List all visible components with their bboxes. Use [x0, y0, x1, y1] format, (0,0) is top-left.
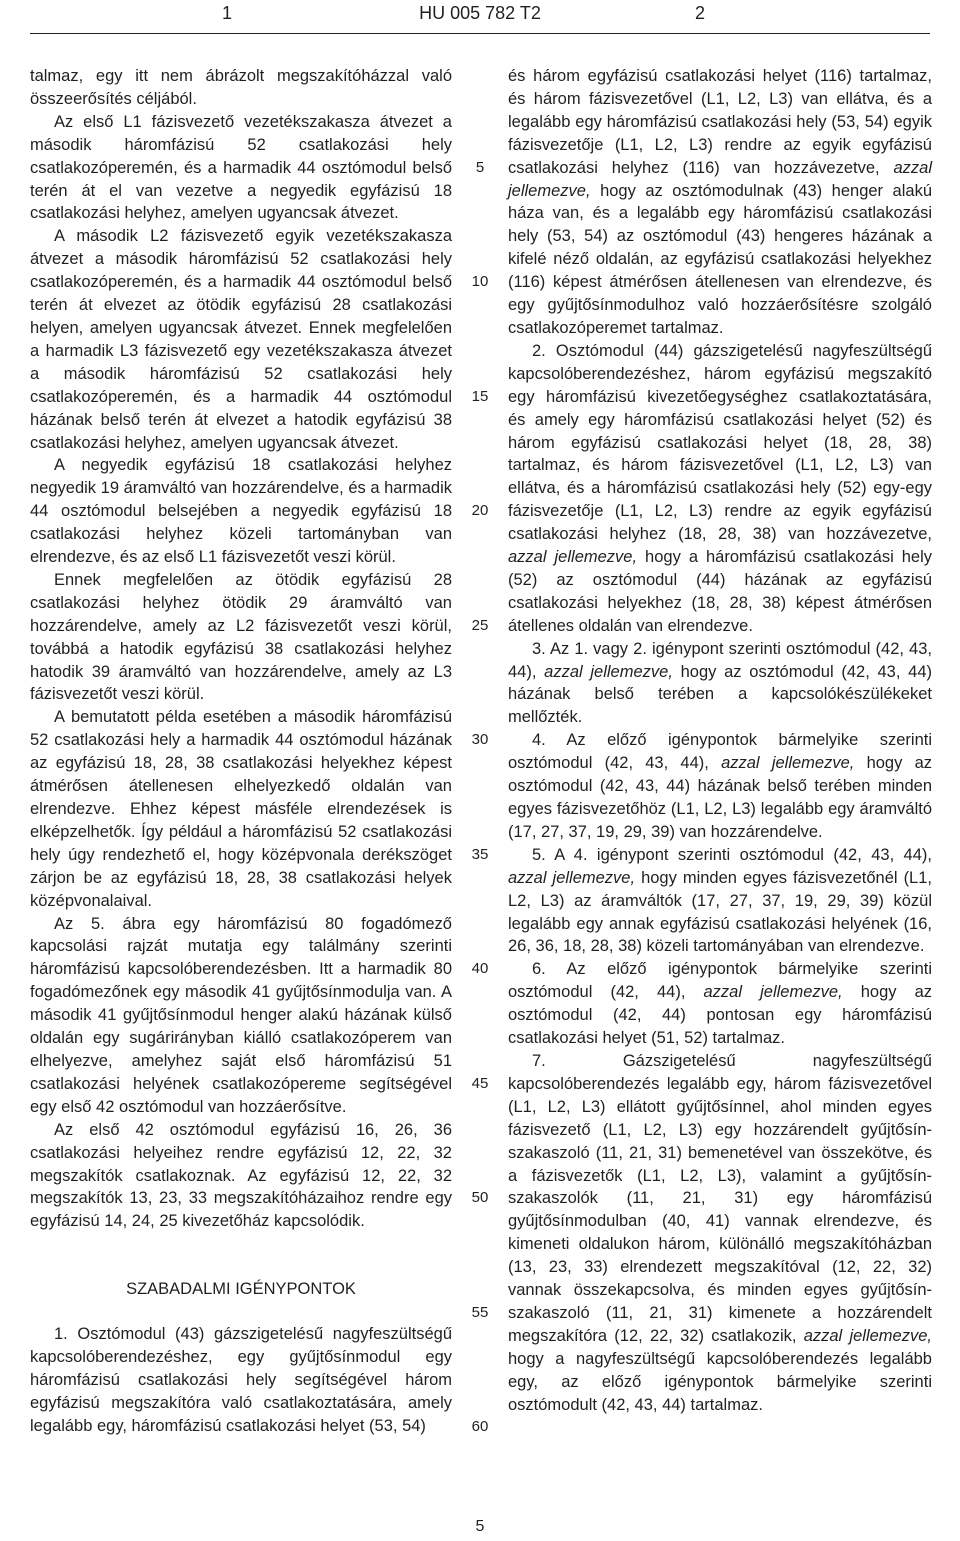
line-number: 15 [471, 387, 489, 405]
line-number: 25 [471, 616, 489, 634]
claim-text: hogy a nagyfeszültségű kapcsolóberendezés legalább egy, az előző igénypontok bármelyike szerinti osztómodult (42, 43, 44) tartalmaz. [508, 1349, 932, 1414]
paragraph: Az első 42 osztómodul egyfázisú 16, 26, 36 csatlakozási helyeihez rendre egyfázisú 12, 22, 32 megszakítók csatlakoznak. Az egyfázisú 12, 22, 32 megszakítók 13, 23, 33 megszakítóházaihoz rendre egy egyfázisú 14, 24, 25 kivezetőház kapcsolódik. [30, 1120, 452, 1231]
line-number: 35 [471, 845, 489, 863]
line-number: 10 [471, 273, 489, 291]
line-number: 55 [471, 1303, 489, 1321]
header-right-page-number: 2 [695, 3, 706, 23]
line-number: 30 [471, 731, 489, 749]
claim-6 [508, 958, 932, 1050]
line-number: 60 [471, 1418, 489, 1436]
footer-page-number: 5 [475, 1518, 485, 1535]
paragraph: talmaz, egy itt nem ábrázolt megszakítóházzal való összeerősítés céljából. [30, 67, 452, 108]
claims-heading: SZABADALMI IGÉNYPONTOK [126, 1280, 356, 1299]
line-number: 50 [471, 1189, 489, 1207]
claim-text: hogy a háromfázisú csatlakozási hely (52) az osztómodul (44) házának az egyfázisú csatlakozási helyekhez (18, 28, 38) képest átmérősen átellenes oldalán van elrendezve. [508, 548, 932, 635]
line-number: 20 [471, 502, 489, 520]
claim-text: és három egyfázisú csatlakozási helyet (116) tartalmaz, és három fázisvezetővel (L1, L2, L3) van ellátva, és a legalább egy háromfázisú csatlakozási hely (53, 54) egyik fázisvezetője (L1, L2, L3) rendre az egyik egyfázisú csatlakozási helyhez (116) van hozzávezetve, [508, 67, 932, 177]
claim-text: 3. Az 1. vagy 2. igénypont szerinti osztómodul (42, 43, 44), [508, 639, 932, 681]
claim-characterizing-phrase: azzal jellemezve, [544, 662, 673, 681]
header-document-number: HU 005 782 T2 [419, 3, 541, 23]
line-number: 5 [475, 158, 485, 176]
paragraph: Az első L1 fázisvezető vezetékszakasza átvezet a második háromfázisú 52 csatlakozási hely csatlakozóperemén, és a harmadik 44 osztómodul belső terén át el van vezetve a negyedik egyfázisú 18 csatlakozási helyhez, amelyen ugyancsak átvezet. [30, 112, 452, 223]
claim-characterizing-phrase: azzal jellemezve, [508, 868, 636, 887]
claim-5 [508, 844, 932, 959]
left-column [30, 65, 452, 1438]
paragraph: A második L2 fázisvezető egyik vezetékszakasza átvezet a második háromfázisú 52 csatlakozási hely csatlakozóperemén, és a harmadik 44 osztómodul belső terén át elvezet az ötödik egyfázisú 28 csatlakozási helyen, amelyen ugyancsak átvezet. Ennek megfelelően a harmadik L3 fázisvezető egy vezetékszakasza átvezet a második háromfázisú 52 csatlakozási hely csatlakozóperemén, és a harmadik 44 osztómodul házának belső terén át elvezet a hatodik egyfázisú 38 csatlakozási helyhez, amelyen ugyancsak átvezet. [30, 227, 452, 452]
paragraph: Ennek megfelelően az ötödik egyfázisú 28 csatlakozási helyhez ötödik 29 áramváltó van hozzárendelve, amely az L2 fázisvezetőt veszi körül, továbbá a hatodik egyfázisú 38 csatlakozási helyhez hatodik 39 áramváltó van hozzárendelve, amely az L3 fázisvezetőt veszi körül. [30, 570, 452, 704]
claim-1-continued [508, 65, 932, 340]
claim-characterizing-phrase: azzal jellemezve, [508, 548, 638, 567]
claim-text: 7. Gázszigetelésű nagyfeszültségű kapcsolóberendezés legalább egy, három fázisvezetővel (L1, L2, L3) ellátott gyűjtősínnel, ahol minden egyes fázisvezető (L1, L2, L3) egy hozzárendelt gyűjtősín-szakaszoló (11, 21, 31) bemenetével van összekötve, és a fázisvezetők (L1, L2, L3), valamint a gyűjtősín-szakaszolók (11, 21, 31) egy háromfázisú gyűjtősínmodulban (40, 41) vannak elrendezve, és kimeneti oldalukon három, különálló megszakítóházban (13, 23, 33) elrendezett megszakítóval (12, 22, 32) vannak összekapcsolva, és minden egyes gyűjtősín-szakaszoló (11, 21, 31) kimenete a hozzárendelt megszakítóra (12, 22, 32) csatlakozik, [508, 1051, 932, 1345]
claim-3 [508, 638, 932, 730]
claim-text: hogy minden egyes fázisvezetőnél (L1, L2, L3) az áramváltók (17, 27, 37, 19, 29, 39) közül legalább egy annak egyfázisú csatlakozási helyének (16, 26, 36, 18, 28, 38) közeli tartományában van elrendezve. [508, 868, 932, 956]
claim-characterizing-phrase: azzal jellemezve, [703, 983, 843, 1002]
claim-2 [508, 340, 932, 638]
paragraph: A negyedik egyfázisú 18 csatlakozási helyhez negyedik 19 áramváltó van hozzárendelve, és a harmadik 44 osztómodul belsejében a negyedik egyfázisú 18 csatlakozási helyhez közeli tartományban van elrendezve, és az első L1 fázisvezetőt veszi körül. [30, 456, 452, 567]
claim-text: 4. Az előző igénypontok bármelyike szerinti osztómodul (42, 43, 44), [508, 731, 932, 773]
claim-text: hogy az osztómodul (42, 44) pontosan egy háromfázisú csatlakozási helyet (51, 52) tartalmaz. [508, 983, 933, 1048]
claim-1-start: 1. Osztómodul (43) gázszigetelésű nagyfeszültségű kapcsolóberendezéshez, egy gyűjtősínmodul egy háromfázisú csatlakozási hely segítségével három egyfázisú megszakítóra való csatlakoztatására, amely legalább egy, háromfázisú csatlakozási helyet (53, 54) [30, 1325, 452, 1435]
paragraph: A bemutatott példa esetében a második háromfázisú 52 csatlakozási hely a harmadik 44 osztómodul házának az egyfázisú 18, 28, 38 csatlakozási helyekhez képest átmérősen átellenesen elhelyezkedő oldalán van elrendezve. Ehhez képest másféle elrendezések is elképzelhetők. Így például a háromfázisú 52 csatlakozási hely úgy rendezhető el, hogy középvonala derékszöget zárjon be az egyfázisú 18, 28, 38 csatlakozási helyek középvonalaival. [30, 708, 452, 910]
claim-text: 5. A 4. igénypont szerinti osztómodul (42, 43, 44), [532, 845, 932, 864]
claim-characterizing-phrase: azzal jellemezve, [721, 754, 855, 773]
claim-4 [508, 729, 932, 844]
claim-7 [508, 1050, 932, 1417]
claim-text: 2. Osztómodul (44) gázszigetelésű nagyfeszültségű kapcsolóberendezéshez, három egyfázisú megszakító egy háromfázisú kivezetőegységhez csatlakoztatására, és amely egy háromfázisú csatlakozási helyet (52) és három egyfázisú csatlakozási helyet (18, 28, 38) tartalmaz, és három fázisvezetővel (L1, L2, L3) van ellátva, és a háromfázisú csatlakozási hely (52) egy-egy fázisvezetője (L1, L2, L3) rendre az egyik egyfázisú csatlakozási helyhez (18, 28, 38) van hozzávezetve, [508, 341, 932, 544]
claim-text: hogy az osztómodul (42, 43, 44) házának belső terében minden egyes fázisvezetőhöz (L1, L2, L3) legalább egy áramváltó (17, 27, 37, 19, 29, 39) van hozzárendelve. [508, 754, 933, 841]
header-left-page-number: 1 [222, 3, 233, 23]
claim-text: 6. Az előző igénypontok bármelyike szerinti osztómodul (42, 44), [508, 960, 932, 1002]
line-number: 45 [471, 1074, 489, 1092]
claim-characterizing-phrase: azzal jellemezve, [508, 158, 932, 200]
claim-text: hogy az osztómodulnak (43) henger alakú háza van, és a legalább egy háromfázisú csatlakozási hely (53, 54) az osztómodul (43) hengeres házának a kifelé néző oldalán, az egyfázisú csatlakozási helyekhez (116) képest átmérősen átellenesen van elrendezve, és egy gyűjtősínmodulhoz való hozzáerősítésre szolgáló csatlakozóperemet tartalmaz. [508, 181, 932, 337]
line-number: 40 [471, 960, 489, 978]
header-rule [30, 33, 930, 34]
paragraph: Az 5. ábra egy háromfázisú 80 fogadómező kapcsolási rajzát mutatja egy találmány szerinti háromfázisú kapcsolóberendezésben. Itt a harmadik 80 fogadómezőnek egy második 41 gyűjtősínmodulja van. A második 41 gyűjtősínmodul henger alakú házának külső oldalán egy sugárirányban kiálló csatlakozóperem van elhelyezve, amelyhez saját első háromfázisú 51 csatlakozási helyének csatlakozópereme segítségével egy első 42 osztómodul van hozzáerősítve. [30, 914, 452, 1116]
claim-text: hogy az osztómodul (42, 43, 44) házának belső terében a kapcsolókészülékeket mellőzték. [508, 662, 932, 727]
right-column [508, 65, 932, 1416]
claim-characterizing-phrase: azzal jellemezve, [803, 1326, 932, 1345]
